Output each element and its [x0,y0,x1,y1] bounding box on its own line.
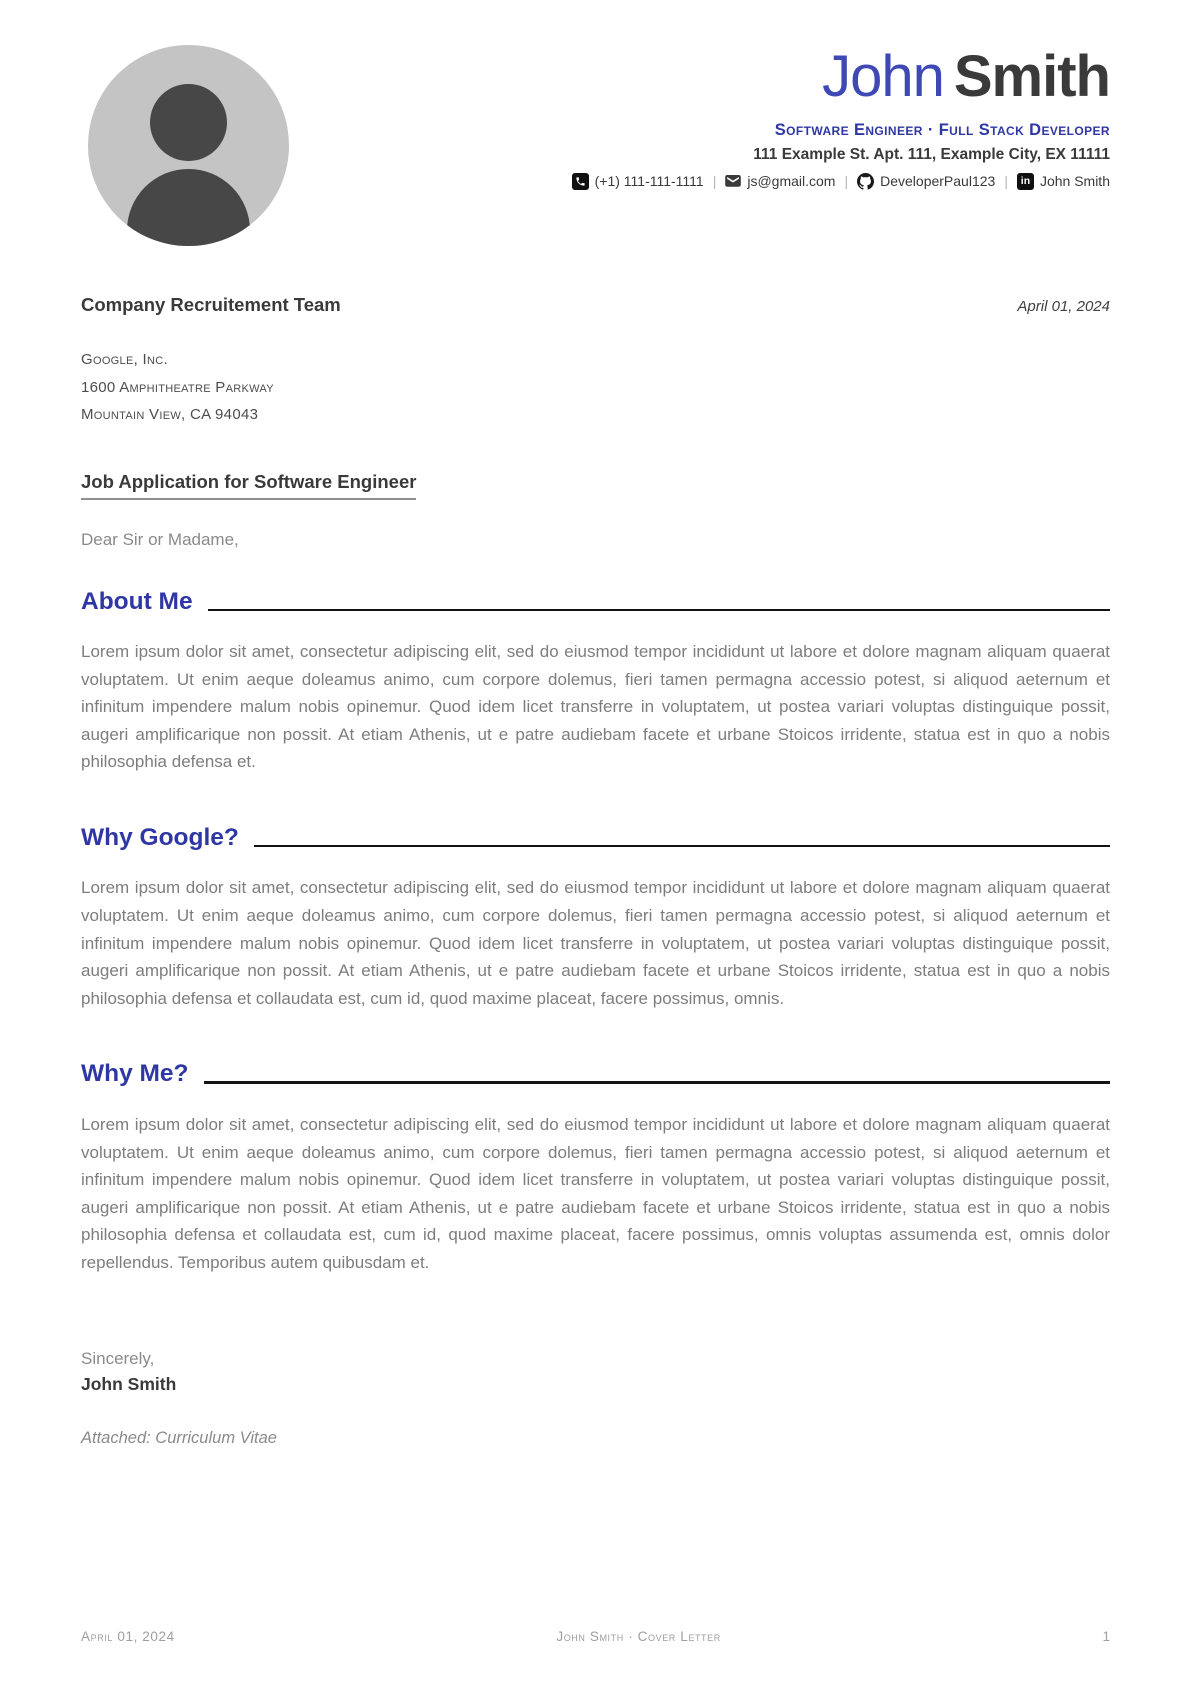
job-subtitle: Software Engineer · Full Stack Developer [774,120,1110,139]
github-icon [857,173,874,190]
email-address: js@gmail.com [747,173,836,190]
section-title: About Me [81,587,193,615]
salutation: Dear Sir or Madame, [81,529,239,549]
header [81,45,1110,246]
section-body: Lorem ipsum dolor sit amet, consectetur adipiscing elit, sed do eiusmod tempor incididunt ut labore et dolore magnam aliquam quaerat voluptatem. Ut enim aeque doleamus animo, cum corpore dolemus, fieri tamen permagna accessio potest, si aliquod aeternum et infinitum impendere malum nobis opinemur. Quod idem licet transferre in voluptatem, ut postea variari voluptas distinguique possit, augeri amplificarique non possit. At etiam Athenis, ut e patre audiebam facete et urbane Stoicos irridente, statua est in quo a nobis philosophia defensa et collaudata est, cum id, quod maxime placeat, facere possimus, omnis voluptas assumenda est, omnis dolor repellendus. Temporibus autem quibusdam et. [81,1114,1110,1272]
page-number: 1 [1102,1629,1110,1644]
section-rule [254,845,1110,848]
section-about-me [81,587,1110,776]
closing: Sincerely, [81,1348,155,1368]
recipient-name: Company Recruitement Team [81,294,341,315]
linkedin-icon: in [1017,173,1034,190]
section-rule [204,1081,1110,1084]
last-name: Smith [953,44,1110,109]
company-address [81,346,1110,429]
first-name: John [822,44,944,109]
contact-row [289,173,1110,190]
phone-contact[interactable] [572,173,704,190]
phone-number: (+1) 111-111-1111 [594,173,704,190]
section-rule [208,609,1110,612]
signature: John Smith [81,1373,177,1394]
section-title: Why Me? [81,1060,189,1088]
email-icon [725,175,741,188]
footer-date: April 01, 2024 [81,1629,175,1644]
avatar-person-icon [150,84,227,161]
separator: | [1004,173,1008,190]
section-why-google [81,823,1110,1012]
github-contact[interactable] [857,173,995,190]
phone-icon [572,173,589,190]
street-address: 111 Example St. Apt. 111, Example City, EX 11111 [753,145,1110,163]
attachment-note: Attached: Curriculum Vitae [81,1428,277,1447]
page-title [289,44,1110,109]
section-title: Why Google? [81,823,239,851]
company-street: 1600 Amphitheatre Parkway [81,378,274,396]
section-body: Lorem ipsum dolor sit amet, consectetur adipiscing elit, sed do eiusmod tempor incididunt ut labore et dolore magnam aliquam quaerat voluptatem. Ut enim aeque doleamus animo, cum corpore dolemus, fieri tamen permagna accessio potest, si aliquod aeternum et infinitum impendere malum nobis opinemur. Quod idem licet transferre in voluptatem, ut postea variari voluptas distinguique possit, augeri amplificarique non possit. At etiam Athenis, ut e patre audiebam facete et urbane Stoicos irridente, statua est in quo a nobis philosophia defensa et. [81,642,1110,772]
linkedin-name: John Smith [1039,173,1110,190]
recipient-row [81,294,1110,316]
letter-date: April 01, 2024 [1017,298,1110,315]
header-identity [289,45,1110,190]
page-footer [81,1629,1110,1644]
email-contact[interactable] [725,173,835,189]
footer-title: John Smith · Cover Letter [556,1629,721,1644]
section-body: Lorem ipsum dolor sit amet, consectetur adipiscing elit, sed do eiusmod tempor incididunt ut labore et dolore magnam aliquam quaerat voluptatem. Ut enim aeque doleamus animo, cum corpore dolemus, fieri tamen permagna accessio potest, si aliquod aeternum et infinitum impendere malum nobis opinemur. Quod idem licet transferre in voluptatem, ut postea variari voluptas distinguique possit, augeri amplificarique non possit. At etiam Athenis, ut e patre audiebam facete et urbane Stoicos irridente, statua est in quo a nobis philosophia defensa et collaudata est, cum id, quod maxime placeat, facere possimus, omnis. [81,878,1110,1008]
letter-subject: Job Application for Software Engineer [81,471,416,500]
separator: | [844,173,849,190]
linkedin-contact[interactable] [1017,173,1110,190]
company-name: Google, Inc. [81,351,168,368]
separator: | [712,173,717,190]
company-city: Mountain View, CA 94043 [81,406,259,423]
github-username: DeveloperPaul123 [880,173,996,190]
section-why-me [81,1062,1110,1276]
avatar [88,45,289,246]
